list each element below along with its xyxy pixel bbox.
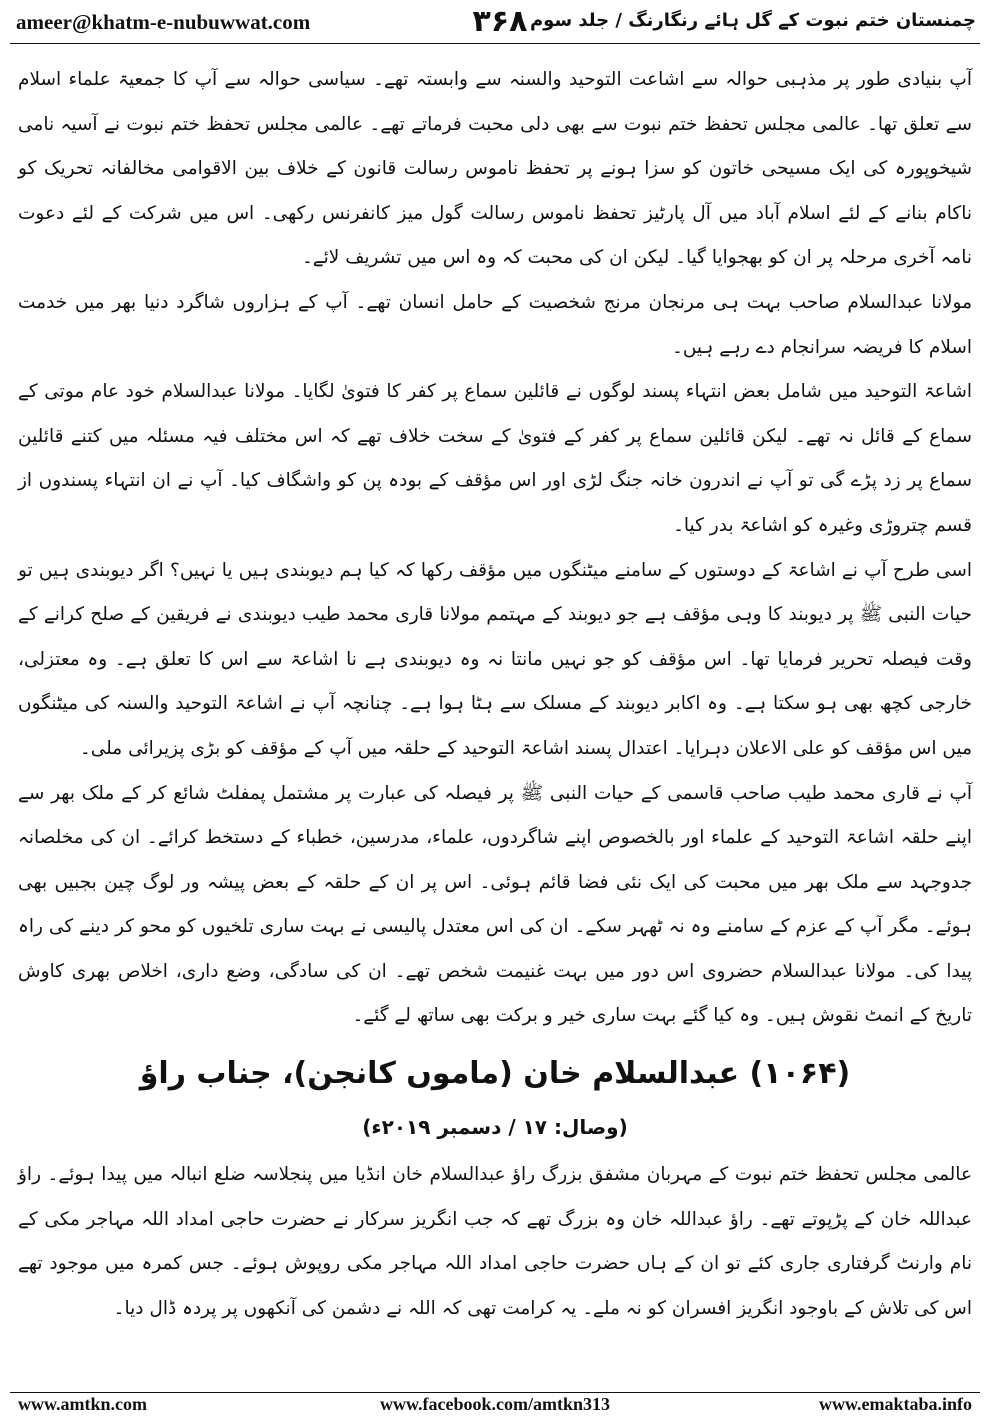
footer-divider	[10, 1392, 980, 1393]
section-heading: (۱۰۶۴) عبدالسلام خان (ماموں کانجن)، جناب راؤ	[139, 1056, 851, 1092]
footer-link-emaktaba[interactable]: www.emaktaba.info	[818, 1394, 972, 1414]
body-paragraph: اسی طرح آپ نے اشاعۃ کے دوستوں کے سامنے میٹنگوں میں مؤقف رکھا کہ کیا ہم دیوبندی ہیں یا نہیں؟ اگر دیوبندی ہیں تو حیات النبی ﷺ پر دیوبند کا وہی مؤقف ہے جو دیوبند کے مہتمم مولانا قاری محمد طیب دیوبندی نے فریقین کے صلح کرانے کے وقت فیصلہ تحریر فرمایا تھا۔ اس مؤقف کو جو نہیں مانتا نہ وہ دیوبندی ہے نا اشاعۃ سے اس کا تعلق ہے۔ وہ معتزلی، خارجی کچھ بھی ہو سکتا ہے۔ وہ اکابر دیوبند کے مسلک سے ہٹا ہوا ہے۔ چنانچہ آپ نے اشاعۃ التوحید والسنہ کی میٹنگوں میں اس مؤقف کو علی الاعلان دہرایا۔ اعتدال پسند اشاعۃ التوحید کے حلقہ میں آپ کے مؤقف کو بڑی پزیرائی ملی۔	[18, 559, 972, 759]
header-divider	[10, 43, 980, 44]
book-title: چمنستان ختم نبوت کے گل ہائے رنگارنگ / جلد سوم	[529, 10, 976, 31]
body-paragraph: آپ بنیادی طور پر مذہبی حوالہ سے اشاعت التوحید والسنہ سے وابستہ تھے۔ سیاسی حوالہ سے آپ کا جمعیۃ علماء اسلام سے تعلق تھا۔ عالمی مجلس تحفظ ختم نبوت سے بھی دلی محبت فرماتے تھے۔ عالمی مجلس تحفظ ختم نبوت نے آسیہ نامی شیخوپورہ کی ایک مسیحی خاتون کو سزا ہونے پر تحفظ ناموس رسالت قانون کے خلاف بین الاقوامی مخالفانہ تحریک کو ناکام بنانے کے لئے اسلام آباد میں آل پارٹیز تحفظ ناموس رسالت گول میز کانفرنس رکھی۔ اس میں شرکت کے لئے دعوت نامہ آخری مرحلہ پر ان کو بھجوایا گیا۔ لیکن ان کی محبت کہ وہ اس میں تشریف لائے۔	[18, 69, 972, 269]
page-footer	[0, 1394, 990, 1420]
footer-link-amtkn[interactable]: www.amtkn.com	[18, 1394, 147, 1414]
page-header	[0, 0, 990, 44]
page-body	[18, 58, 972, 1331]
body-paragraph: مولانا عبدالسلام صاحب بہت ہی مرنجان مرنج شخصیت کے حامل انسان تھے۔ آپ کے ہزاروں شاگرد دنیا بھر میں خدمت اسلام کا فریضہ سرانجام دے رہے ہیں۔	[18, 291, 972, 358]
page-number: ۳۶۸	[472, 4, 528, 39]
body-paragraph: اشاعۃ التوحید میں شامل بعض انتہاء پسند لوگوں نے قائلین سماع پر کفر کا فتویٰ لگایا۔ مولانا عبدالسلام خود عام موتی کے سماع کے قائل نہ تھے۔ لیکن قائلین سماع پر کفر کے فتویٰ کے سخت خلاف تھے کہ اس مختلف فیہ مسئلہ میں کتنے قائلین سماع پر زد پڑے گی تو آپ نے اندرون خانہ جنگ لڑی اور اس مؤقف کے بودہ پن کو واشگاف کیا۔ آپ نے ان انتہاء پسندوں از قسم چتروڑی وغیرہ کو اشاعۃ بدر کیا۔	[18, 381, 972, 536]
footer-link-facebook[interactable]: www.facebook.com/amtkn313	[380, 1394, 610, 1414]
section-paragraph: عالمی مجلس تحفظ ختم نبوت کے مہربان مشفق بزرگ راؤ عبدالسلام خان انڈیا میں پنجلاسہ ضلع انبالہ میں پیدا ہوئے۔ راؤ عبداللہ خان کے پڑپوتے تھے۔ راؤ عبداللہ خان وہ بزرگ تھے کہ جب انگریز سرکار نے حضرت حاجی امداد اللہ مہاجر مکی کے نام وارنٹ گرفتاری جاری کئے تو ان کے ہاں حضرت حاجی امداد اللہ مہاجر مکی روپوش ہوئے۔ جس کمرہ میں موجود تھے اس کی تلاش کے باوجود انگریز افسران کو نہ ملے۔ یہ کرامت تھی کہ اللہ نے دشمن کی آنکھوں پر پردہ ڈال دیا۔	[18, 1164, 972, 1319]
header-email: ameer@khatm-e-nubuwwat.com	[16, 10, 311, 34]
section-date: (وصال: ۱۷ / دسمبر ۲۰۱۹ء)	[362, 1115, 628, 1140]
body-paragraph: آپ نے قاری محمد طیب صاحب قاسمی کے حیات النبی ﷺ پر فیصلہ کی عبارت پر مشتمل پمفلٹ شائع کر کے ملک بھر سے اپنے حلقہ اشاعۃ التوحید کے علماء اور بالخصوص اپنے شاگردوں، علماء، مدرسین، خطباء کے دستخط کرائے۔ ان کی مخلصانہ جدوجہد سے ملک بھر میں محبت کی ایک نئی فضا قائم ہوئی۔ اس پر ان کے حلقہ کے بعض پیشہ ور لوگ چین بجبیں بھی ہوئے۔ مگر آپ کے عزم کے سامنے وہ نہ ٹھہر سکے۔ ان کی اس معتدل پالیسی نے بہت ساری تلخیوں کو محو کر دینے کی راہ پیدا کی۔ مولانا عبدالسلام حضروی اس دور میں بہت غنیمت شخص تھے۔ ان کی سادگی، وضع داری، اخلاص بھری کاوش تاریخ کے انمٹ نقوش ہیں۔ وہ کیا گئے بہت ساری خیر و برکت بھی ساتھ لے گئے۔	[18, 782, 972, 1027]
